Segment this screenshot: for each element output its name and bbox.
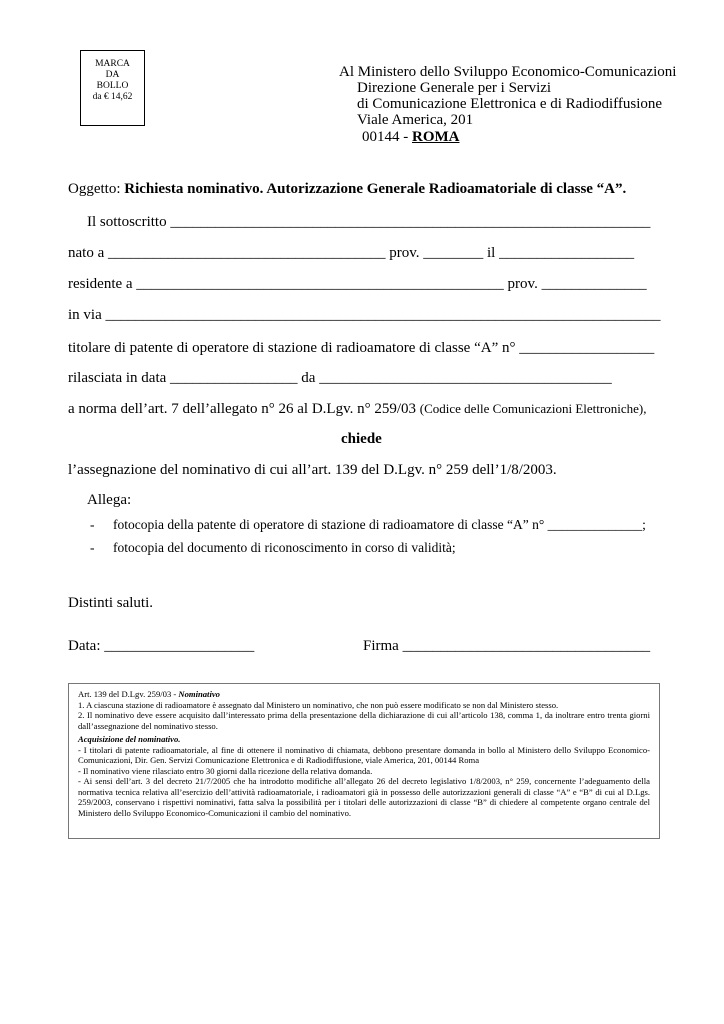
stamp-line-1: MARCA (95, 59, 130, 69)
stamp-line-3: BOLLO (96, 81, 129, 91)
recipient-line-1: Al Ministero dello Sviluppo Economico-Comunicazioni (339, 64, 677, 80)
field-data[interactable]: Data: ____________________ (68, 638, 255, 654)
field-firma[interactable]: Firma _________________________________ (363, 638, 651, 654)
attachment-item-documento: fotocopia del documento di riconoscimento in corso di validità; (113, 540, 456, 555)
attachment-bullet: - (90, 540, 95, 555)
art-139-heading (78, 689, 650, 700)
recipient-city: ROMA (412, 129, 460, 145)
acquisizione-heading: Acquisizione del nominativo. (78, 734, 181, 744)
allega-label: Allega: (87, 492, 132, 508)
art-139-heading-bold: Nominativo (178, 689, 220, 699)
assegnazione-line: l’assegnazione del nominativo di cui all’art. 139 del D.Lgv. n° 259 dell’1/8/2003. (68, 462, 557, 478)
acquisizione-paragraph-2: - Il nominativo viene rilasciato entro 30 giorni dalla ricezione della relativa domanda. (78, 765, 373, 776)
norma-line (68, 400, 646, 418)
acquisizione-paragraph-1: - I titolari di patente radioamatoriale, al fine di ottenere il nominativo di chiamata, debbono presentare domanda in bollo al Ministero dello Sviluppo Economico-Comunicazioni, Dir. Gen. Servizi Comunicazione Elettronica e di Radiodiffusione, viale America, 201, 00144 Roma (78, 744, 650, 765)
stamp-line-4: da € 14,62 (92, 92, 133, 102)
revenue-stamp-box (80, 50, 145, 126)
norma-code-text: (Codice delle Comunicazioni Elettroniche), (419, 401, 647, 416)
norma-main-text: a norma dell’art. 7 dell’allegato n° 26 al D.Lgv. n° 259/03 (68, 401, 420, 417)
field-rilasciata[interactable]: rilasciata in data _________________ da _______________________________________ (68, 370, 612, 386)
art-139-heading-plain: Art. 139 del D.Lgv. 259/03 - (78, 689, 179, 699)
field-via[interactable]: in via __________________________________________________________________________ (68, 307, 661, 323)
field-patente-numero[interactable]: titolare di patente di operatore di stazione di radioamatore di classe “A” n° __________________ (68, 340, 655, 356)
field-sottoscritto[interactable]: Il sottoscritto ________________________________________________________________ (87, 214, 651, 230)
acquisizione-paragraph-3: - Ai sensi dell’art. 3 del decreto 21/7/2005 che ha introdotto modifiche all’allegato 26 del decreto legislativo 1/8/2003, n° 259, concernente l’adeguamento della normativa tecnica relativa all’esercizio dell’attività radioamatoriale, i radioamatori già in possesso delle autorizzazioni generali di classe “A” e “B” di cui al D.Lgs. 259/2003, conservano i rispettivi nominativi, fatta salva la possibilità per i titolari delle autorizzazioni di classe “B” di chiedere al competente organo centrale del Ministero dello Sviluppo Economico-Comunicazioni il cambio del nominativo. (78, 776, 650, 818)
art-139-paragraph-2: 2. Il nominativo deve essere acquisito dall’interessato prima della presentazione della dichiarazione di cui all’articolo 138, comma 1, da inoltrare entro trenta giorni dall’assegnazione del nominativo stesso. (78, 710, 650, 731)
art-139-paragraph-1: 1. A ciascuna stazione di radioamatore è assegnato dal Ministero un nominativo, che non può essere modificato se non dal Ministero stesso. (78, 699, 559, 710)
subject-text: Richiesta nominativo. Autorizzazione Generale Radioamatoriale di classe “A”. (124, 181, 627, 197)
stamp-line-2: DA (105, 70, 120, 80)
attachment-item-patente[interactable]: fotocopia della patente di operatore di stazione di radioamatore di classe “A” n° ______________; (113, 517, 646, 532)
recipient-postcode: 00144 - (362, 129, 412, 145)
field-nato[interactable]: nato a _____________________________________ prov. ________ il __________________ (68, 245, 635, 261)
recipient-line-3: di Comunicazione Elettronica e di Radiodiffusione (357, 96, 663, 112)
field-residente[interactable]: residente a _________________________________________________ prov. ______________ (68, 276, 647, 292)
closing-saluti: Distinti saluti. (68, 595, 154, 611)
subject-line (68, 180, 626, 198)
recipient-line-5 (362, 129, 460, 146)
chiede-heading: chiede (341, 431, 382, 447)
legal-notes-box (68, 683, 660, 839)
recipient-line-2: Direzione Generale per i Servizi (357, 80, 552, 96)
subject-label: Oggetto: (68, 181, 125, 197)
attachment-bullet: - (90, 517, 95, 532)
recipient-line-4: Viale America, 201 (357, 112, 474, 128)
